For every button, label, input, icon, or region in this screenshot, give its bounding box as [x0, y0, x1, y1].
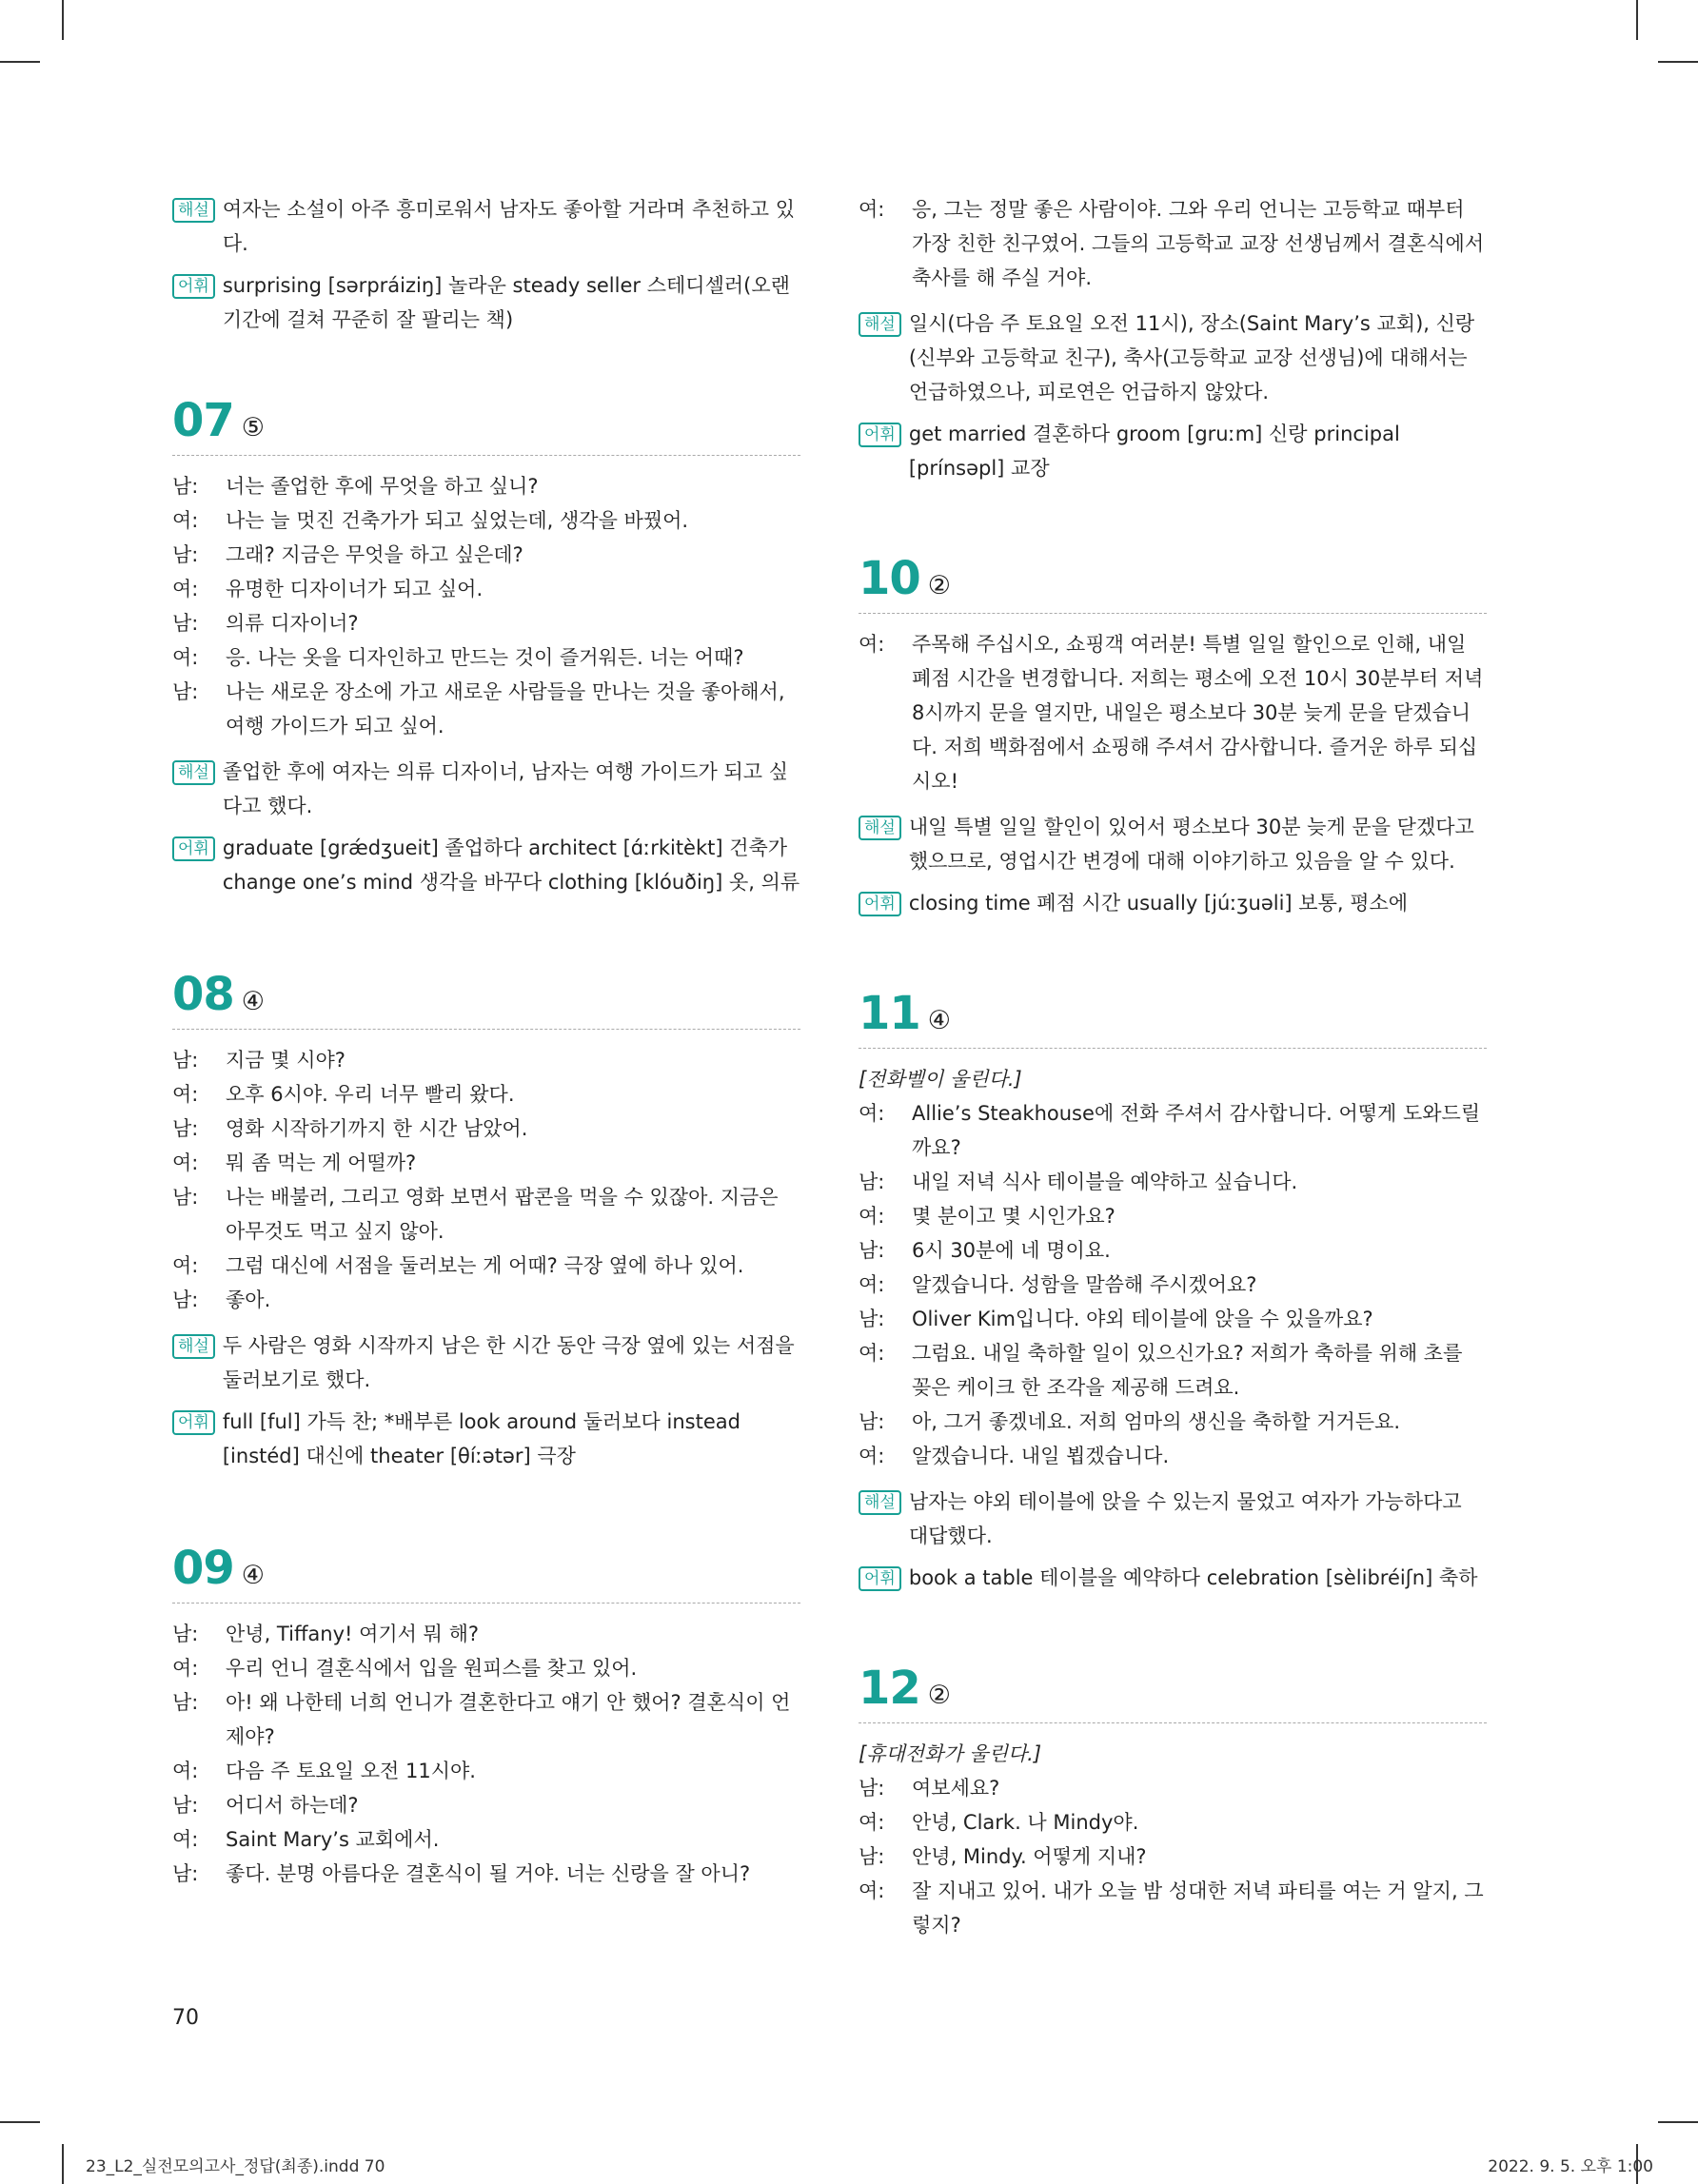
speaker-label: 남: [859, 1845, 885, 1868]
explanation-note [172, 1328, 800, 1397]
note-text: full [ful] 가득 찬; *배부른 look around 둘러보다 instead [instéd] 대신에 theater [θíːətər] 극장 [222, 1410, 740, 1467]
dialogue-line [859, 1096, 1487, 1165]
utterance-text: 주목해 주십시오, 쇼핑객 여러분! 특별 일일 할인으로 인해, 내일 폐점 시간을 변경합니다. 저희는 평소에 오전 10시 30분부터 저녁 8시까지 문을 열지만, 내일은 평소보다 30분 늦게 문을 닫겠습니다. 저희 백화점에서 쇼핑해 주셔서 감사합니다. 즐거운 하루 되십시오! [912, 633, 1484, 793]
note-text: graduate [grǽdʒueit] 졸업하다 architect [ɑ́ːrkitèkt] 건축가 change one’s mind 생각을 바꾸다 clothing [klóuðiŋ] 옷, 의류 [222, 836, 800, 894]
dialogue-line [859, 1805, 1487, 1840]
stage-direction: [전화벨이 울린다.] [859, 1068, 1022, 1091]
speaker-label: 여: [859, 1445, 885, 1467]
note-text: 여자는 소설이 아주 흥미로워서 남자도 좋아할 거라며 추천하고 있다. [222, 198, 795, 255]
dialogue-line [172, 606, 800, 640]
utterance-text: 그럼요. 내일 축하할 일이 있으신가요? 저희가 축하를 위해 초를 꽂은 케이크 한 조각을 제공해 드려요. [912, 1342, 1463, 1399]
utterance-text: Saint Mary’s 교회에서. [226, 1828, 440, 1851]
utterance-text: 좋다. 분명 아름다운 결혼식이 될 거야. 너는 신랑을 잘 아니? [226, 1862, 751, 1885]
note-text: 졸업한 후에 여자는 의류 디자이너, 남자는 여행 가이드가 되고 싶다고 했다. [222, 760, 789, 817]
dialogue-line [172, 1146, 800, 1180]
speaker-label: 남: [172, 475, 199, 498]
note-text: 일시(다음 주 토요일 오전 11시), 장소(Saint Mary’s 교회), 신랑(신부와 고등학교 친구), 축사(고등학교 교장 선생님)에 대해서는 언급하였으나, 피로연은 언급하지 않았다. [908, 312, 1475, 403]
utterance-text: 알겠습니다. 내일 뵙겠습니다. [912, 1445, 1170, 1467]
speaker-label: 남: [172, 612, 199, 635]
utterance-text: Allie’s Steakhouse에 전화 주셔서 감사합니다. 어떻게 도와드릴까요? [912, 1102, 1481, 1159]
question-block [172, 968, 800, 1473]
dialogue [859, 192, 1487, 295]
speaker-label: 여: [172, 1760, 199, 1782]
utterance-text: 그럼 대신에 서점을 둘러보는 게 어때? 극장 옆에 하나 있어. [226, 1254, 744, 1277]
speaker-label: 남: [172, 1289, 199, 1311]
dialogue-line [859, 1233, 1487, 1268]
speaker-label: 남: [859, 1239, 885, 1262]
crop-mark [0, 2121, 40, 2123]
utterance-text: 안녕, Clark. 나 Mindy야. [912, 1811, 1139, 1834]
crop-mark [62, 2144, 64, 2184]
utterance-text: 6시 30분에 네 명이요. [912, 1239, 1111, 1262]
speaker-label: 남: [172, 1691, 199, 1714]
dialogue-line [859, 1268, 1487, 1302]
speaker-label: 여: [172, 1254, 199, 1277]
right-column [859, 192, 1487, 1954]
dialogue-line [172, 1857, 800, 1891]
dialogue-line [859, 1165, 1487, 1199]
answer-mark: ④ [241, 1561, 266, 1590]
utterance-text: 너는 졸업한 후에 무엇을 하고 싶니? [226, 475, 539, 498]
vocabulary-tag: 어휘 [859, 423, 901, 447]
dialogue-line [859, 1840, 1487, 1874]
crop-mark [1658, 2121, 1698, 2123]
answer-mark: ② [927, 571, 952, 600]
vocabulary-note [172, 268, 800, 337]
utterance-text: 내일 저녁 식사 테이블을 예약하고 싶습니다. [912, 1171, 1298, 1193]
question-number: 09 [172, 1542, 234, 1595]
speaker-label: 남: [172, 680, 199, 703]
vocabulary-note [172, 1405, 800, 1473]
dialogue-line [859, 192, 1487, 295]
dialogue [172, 469, 800, 743]
crop-mark [1658, 61, 1698, 63]
utterance-text: 응. 나는 옷을 디자인하고 만드는 것이 즐거워든. 너는 어때? [226, 646, 744, 669]
explanation-tag: 해설 [172, 1334, 215, 1359]
speaker-label: 여: [859, 198, 885, 221]
note-text: 내일 특별 일일 할인이 있어서 평소보다 30분 늦게 문을 닫겠다고 했으므로, 영업시간 변경에 대해 이야기하고 있음을 알 수 있다. [908, 816, 1474, 873]
explanation-note [859, 306, 1487, 409]
question-header [172, 968, 800, 1030]
speaker-label: 여: [859, 1102, 885, 1125]
dialogue-line [859, 1439, 1487, 1473]
note-text: book a table 테이블을 예약하다 celebration [sèlibréiʃn] 축하 [908, 1566, 1478, 1589]
speaker-label: 남: [172, 543, 199, 566]
crop-mark [62, 0, 64, 40]
explanation-note [859, 810, 1487, 878]
question-block [859, 1662, 1487, 1942]
question-header [859, 552, 1487, 614]
question-number: 11 [859, 987, 920, 1040]
dialogue-line [172, 1283, 800, 1317]
speaker-label: 여: [172, 1151, 199, 1174]
note-text: 두 사람은 영화 시작까지 남은 한 시간 동안 극장 옆에 있는 서점을 둘러보기로 했다. [222, 1334, 795, 1391]
dialogue [172, 1043, 800, 1317]
dialogue-line [859, 627, 1487, 798]
dialogue-line [172, 1112, 800, 1146]
vocabulary-note [859, 886, 1487, 920]
utterance-text: 우리 언니 결혼식에서 입을 원피스를 찾고 있어. [226, 1657, 638, 1680]
vocabulary-tag: 어휘 [172, 836, 215, 861]
utterance-text: 나는 늘 멋진 건축가가 되고 싶었는데, 생각을 바꿨어. [226, 509, 689, 532]
answer-mark: ④ [927, 1006, 952, 1035]
dialogue [859, 1771, 1487, 1942]
vocabulary-tag: 어휘 [859, 892, 901, 916]
utterance-text: 의류 디자이너? [226, 612, 359, 635]
question-block [172, 394, 800, 899]
vocabulary-note [859, 417, 1487, 485]
dialogue [172, 1617, 800, 1891]
utterance-text: 몇 분이고 몇 시인가요? [912, 1205, 1116, 1228]
explanation-note [172, 755, 800, 823]
note-text: surprising [sərpráiziŋ] 놀라운 steady seller 스테디셀러(오랜 기간에 걸쳐 꾸준히 잘 팔리는 책) [222, 274, 790, 331]
dialogue-line [172, 675, 800, 743]
speaker-label: 여: [859, 1811, 885, 1834]
vocabulary-note [172, 831, 800, 899]
speaker-label: 남: [172, 1623, 199, 1645]
utterance-text: 잘 지내고 있어. 내가 오늘 밤 성대한 저녁 파티를 여는 거 알지, 그렇지? [912, 1879, 1484, 1937]
utterance-text: 영화 시작하기까지 한 시간 남았어. [226, 1117, 528, 1140]
question-number: 08 [172, 968, 234, 1021]
answer-mark: ② [927, 1681, 952, 1710]
question-block [172, 1542, 800, 1891]
speaker-label: 여: [859, 1342, 885, 1365]
footer-file-info: 23_L2_실전모의고사_정답(최종).indd 70 [86, 2157, 385, 2176]
dialogue-line [172, 503, 800, 538]
dialogue-line [172, 1651, 800, 1685]
utterance-text: 안녕, Mindy. 어떻게 지내? [912, 1845, 1147, 1868]
question-number: 10 [859, 552, 920, 605]
speaker-label: 여: [172, 509, 199, 532]
utterance-text: 안녕, Tiffany! 여기서 뭐 해? [226, 1623, 480, 1645]
utterance-text: 유명한 디자이너가 되고 싶어. [226, 578, 484, 600]
vocabulary-tag: 어휘 [172, 274, 215, 299]
dialogue-line [172, 640, 800, 675]
speaker-label: 여: [172, 1828, 199, 1851]
dialogue-line [859, 1302, 1487, 1336]
dialogue-line [172, 572, 800, 606]
speaker-label: 남: [859, 1410, 885, 1433]
dialogue [859, 1096, 1487, 1473]
dialogue-line [172, 1822, 800, 1857]
note-text: 남자는 야외 테이블에 앉을 수 있는지 물었고 여자가 가능하다고 대답했다. [908, 1490, 1462, 1547]
utterance-text: 알겠습니다. 성함을 말씀해 주시겠어요? [912, 1273, 1257, 1296]
stage-direction: [휴대전화가 울린다.] [859, 1742, 1042, 1765]
speaker-label: 여: [172, 1657, 199, 1680]
dialogue-line [172, 1788, 800, 1822]
note-text: get married 결혼하다 groom [gruːm] 신랑 principal [prínsəpl] 교장 [908, 423, 1400, 480]
speaker-label: 남: [172, 1862, 199, 1885]
dialogue-line [172, 1180, 800, 1249]
utterance-text: 어디서 하는데? [226, 1794, 359, 1817]
question-block [859, 987, 1487, 1595]
utterance-text: 여보세요? [912, 1777, 1000, 1800]
speaker-label: 남: [172, 1049, 199, 1072]
question-number: 07 [172, 394, 234, 447]
speaker-label: 여: [859, 633, 885, 656]
dialogue-line [172, 1617, 800, 1651]
question-number: 12 [859, 1662, 920, 1715]
utterance-text: 오후 6시야. 우리 너무 빨리 왔다. [226, 1083, 515, 1106]
explanation-tag: 해설 [172, 760, 215, 785]
vocabulary-note [859, 1561, 1487, 1595]
dialogue-line [172, 1043, 800, 1077]
vocabulary-tag: 어휘 [172, 1410, 215, 1435]
question-header [859, 1662, 1487, 1723]
left-column [172, 192, 800, 1902]
dialogue-line [172, 1754, 800, 1788]
question-header [859, 987, 1487, 1049]
utterance-text: 지금 몇 시야? [226, 1049, 346, 1072]
speaker-label: 여: [859, 1205, 885, 1228]
dialogue-line [172, 1077, 800, 1112]
dialogue-line [172, 469, 800, 503]
vocabulary-tag: 어휘 [859, 1566, 901, 1591]
dialogue-line [859, 1405, 1487, 1439]
utterance-text: Oliver Kim입니다. 야외 테이블에 앉을 수 있을까요? [912, 1308, 1373, 1330]
crop-mark [0, 61, 40, 63]
answer-mark: ④ [241, 987, 266, 1016]
explanation-note [172, 192, 800, 261]
explanation-note [859, 1485, 1487, 1553]
speaker-label: 남: [172, 1794, 199, 1817]
answer-mark: ⑤ [241, 413, 266, 443]
dialogue-line [859, 1199, 1487, 1233]
speaker-label: 남: [859, 1308, 885, 1330]
speaker-label: 남: [859, 1777, 885, 1800]
page-number: 70 [172, 2006, 199, 2030]
dialogue-line [172, 1685, 800, 1754]
question-header [172, 394, 800, 456]
speaker-label: 남: [859, 1171, 885, 1193]
note-text: closing time 폐점 시간 usually [júːʒuəli] 보통, 평소에 [908, 892, 1409, 915]
speaker-label: 남: [172, 1117, 199, 1140]
question-block [859, 552, 1487, 920]
explanation-tag: 해설 [859, 1490, 901, 1515]
dialogue-line [172, 1249, 800, 1283]
speaker-label: 여: [859, 1273, 885, 1296]
utterance-text: 아! 왜 나한테 너희 언니가 결혼한다고 얘기 안 했어? 결혼식이 언제야? [226, 1691, 791, 1748]
utterance-text: 아, 그거 좋겠네요. 저희 엄마의 생신을 축하할 거거든요. [912, 1410, 1401, 1433]
question-header [172, 1542, 800, 1604]
speaker-label: 여: [172, 1083, 199, 1106]
dialogue-line [859, 1771, 1487, 1805]
utterance-text: 좋아. [226, 1289, 271, 1311]
speaker-label: 남: [172, 1186, 199, 1209]
speaker-label: 여: [172, 646, 199, 669]
utterance-text: 나는 배불러, 그리고 영화 보면서 팝콘을 먹을 수 있잖아. 지금은 아무것도 먹고 싶지 않아. [226, 1186, 779, 1243]
utterance-text: 뭐 좀 먹는 게 어떨까? [226, 1151, 417, 1174]
explanation-tag: 해설 [859, 816, 901, 840]
dialogue-line [859, 1874, 1487, 1942]
explanation-tag: 해설 [859, 312, 901, 337]
crop-mark [1636, 0, 1638, 40]
dialogue-line [859, 1336, 1487, 1405]
speaker-label: 여: [859, 1879, 885, 1902]
utterance-text: 그래? 지금은 무엇을 하고 싶은데? [226, 543, 523, 566]
utterance-text: 나는 새로운 장소에 가고 새로운 사람들을 만나는 것을 좋아해서, 여행 가이드가 되고 싶어. [226, 680, 785, 738]
footer-date: 2022. 9. 5. 오후 1:00 [1488, 2157, 1653, 2176]
speaker-label: 여: [172, 578, 199, 600]
utterance-text: 다음 주 토요일 오전 11시야. [226, 1760, 476, 1782]
dialogue [859, 627, 1487, 798]
dialogue-line [172, 538, 800, 572]
explanation-tag: 해설 [172, 198, 215, 223]
utterance-text: 응, 그는 정말 좋은 사람이야. 그와 우리 언니는 고등학교 때부터 가장 친한 친구였어. 그들의 고등학교 교장 선생님께서 결혼식에서 축사를 해 주실 거야. [912, 198, 1485, 289]
